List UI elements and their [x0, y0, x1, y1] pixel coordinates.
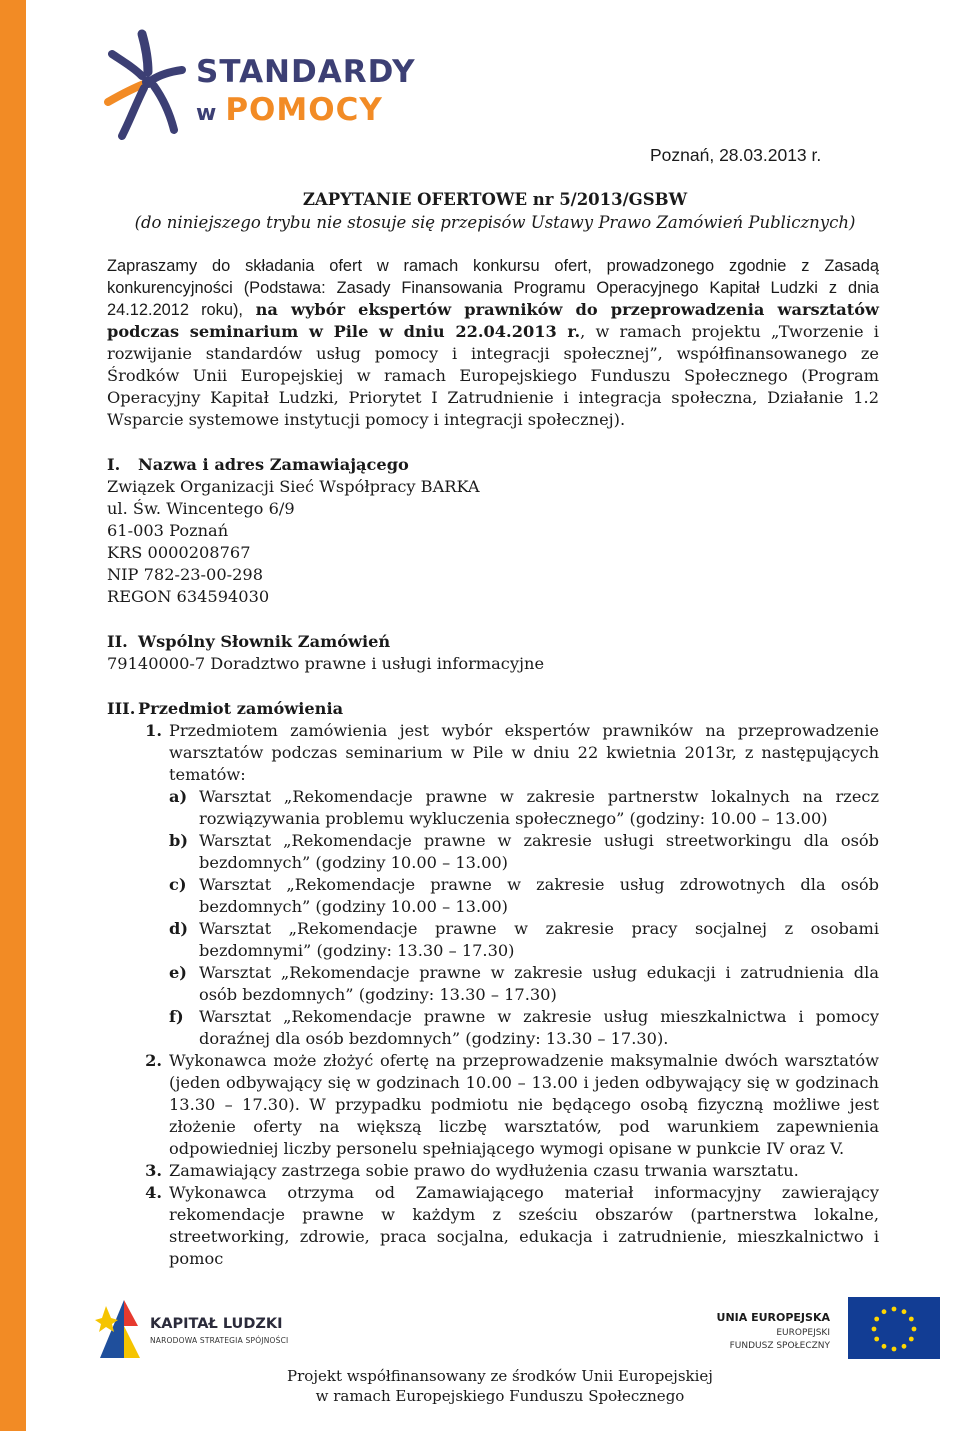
- logo-text-w: w: [196, 101, 218, 126]
- address-line: REGON 634594030: [107, 587, 270, 606]
- logo-text-standardy: STANDARDY: [196, 54, 416, 90]
- eu-name: UNIA EUROPEJSKA: [716, 1311, 830, 1324]
- item-text: Zamawiający zastrzega sobie prawo do wydłużenia czasu trwania warsztatu.: [169, 1161, 799, 1180]
- section-title: Wspólny Słownik Zamówień: [138, 632, 391, 651]
- list-item: [107, 1160, 879, 1182]
- section-number: II.: [107, 632, 128, 651]
- item-number: 2.: [145, 1051, 162, 1070]
- workshop-letter: a): [169, 787, 188, 806]
- workshop-text: Warsztat „Rekomendacje prawne w zakresie pracy socjalnej z osobami bezdomnymi” (godziny: 13.30 – 17.30): [199, 919, 879, 960]
- list-item: [107, 1182, 879, 1270]
- numbered-list: [107, 720, 879, 1270]
- workshop-letter: f): [169, 1007, 184, 1026]
- workshop-text: Warsztat „Rekomendacje prawne w zakresie usług mieszkalnictwa i pomocy doraźnej dla osób bezdomnych” (godziny: 13.30 – 17.30).: [199, 1007, 879, 1048]
- logo-text-w-pomocy: [196, 92, 383, 128]
- intro-text-part1: Zapraszamy do składania ofert w ramach konkursu ofert, prowadzonego zgodnie z Zasadą konkurencyjności (Podstawa: Zasady Finansowania Programu Operacyjnego Kapitał Ludzki z dnia 24.12.2012 roku),: [107, 257, 879, 319]
- section-number: III.: [107, 699, 136, 718]
- footer-cofinancing-note: [210, 1366, 790, 1406]
- item-text: Wykonawca otrzyma od Zamawiającego materiał informacyjny zawierający rekomendacje prawne w każdym z sześciu obszarów (partnerstwa lokalne, streetworking, zdrowie, praca socjalna, edukacja i zatrudnienie, mieszkalnictwo i pomoc: [169, 1183, 879, 1268]
- cpv-code-line: 79140000-7 Doradztwo prawne i usługi informacyjne: [107, 654, 545, 673]
- section-title: Nazwa i adres Zamawiającego: [138, 455, 409, 474]
- intro-paragraph: [107, 255, 879, 431]
- section-title: Przedmiot zamówienia: [138, 699, 344, 718]
- list-item: [107, 720, 879, 1050]
- workshop-text: Warsztat „Rekomendacje prawne w zakresie partnerstw lokalnych na rzecz rozwiązywania problemu wykluczenia społecznego” (godziny: 10.00 – 13.00): [199, 787, 879, 828]
- address-line: KRS 0000208767: [107, 543, 251, 562]
- list-item: [107, 1050, 879, 1160]
- workshop-item: [169, 786, 879, 830]
- star-figure-icon: [98, 26, 190, 146]
- esf-name-line1: EUROPEJSKI: [776, 1328, 830, 1338]
- item-number: 3.: [145, 1161, 162, 1180]
- kapital-ludzki-logo: [94, 1296, 314, 1366]
- document-date: Poznań, 28.03.2013 r.: [650, 145, 822, 165]
- document-body: [107, 255, 879, 1270]
- document-subtitle: (do niniejszego trybu nie stosuje się przepisów Ustawy Prawo Zamówień Publicznych): [134, 213, 856, 232]
- workshop-item: [169, 962, 879, 1006]
- workshop-text: Warsztat „Rekomendacje prawne w zakresie usług zdrowotnych dla osób bezdomnych” (godziny 10.00 – 13.00): [199, 875, 879, 916]
- section-heading: [107, 454, 879, 476]
- workshop-item: [169, 918, 879, 962]
- workshop-letter: b): [169, 831, 188, 850]
- kapital-ludzki-subtitle: NARODOWA STRATEGIA SPÓJNOŚCI: [150, 1336, 289, 1345]
- section-subject-of-order: [107, 698, 879, 1270]
- intro-text-bold: na wybór ekspertów prawników do przeprowadzenia warsztatów podczas seminarium w Pile w dniu 22.04.2013 r.: [107, 300, 879, 341]
- document-title: ZAPYTANIE OFERTOWE nr 5/2013/GSBW: [302, 190, 688, 209]
- address-line: NIP 782-23-00-298: [107, 565, 263, 584]
- item-number: 4.: [145, 1183, 162, 1202]
- kapital-ludzki-emblem-icon: [94, 1296, 144, 1366]
- section-heading: [107, 698, 879, 720]
- workshop-letter: c): [169, 875, 187, 894]
- standardy-w-pomocy-logo: [98, 26, 416, 146]
- intro-text-part2: , w ramach projektu „Tworzenie i rozwijanie standardów usług pomocy i integracji społecznej”, współfinansowanego ze Środków Unii Europejskiej w ramach Europejskiego Funduszu Społecznego (Program Operacyjny Kapitał Ludzki, Priorytet I Zatrudnienie i integracja społeczna, Działanie 1.2 Wsparcie systemowe instytucji pomocy i integracji społecznej).: [107, 322, 879, 429]
- workshop-list: [169, 786, 879, 1050]
- section-contracting-authority: [107, 454, 879, 608]
- esf-name-line2: FUNDUSZ SPOŁECZNY: [729, 1341, 830, 1351]
- workshop-letter: d): [169, 919, 188, 938]
- workshop-item: [169, 874, 879, 918]
- footer-note-line2: w ramach Europejskiego Funduszu Społecznego: [315, 1387, 685, 1405]
- address-line: 61-003 Poznań: [107, 521, 229, 540]
- kapital-ludzki-name: KAPITAŁ LUDZKI: [150, 1316, 283, 1332]
- address-line: ul. Św. Wincentego 6/9: [107, 499, 295, 518]
- item-text: Przedmiotem zamówienia jest wybór ekspertów prawników na przeprowadzenie warsztatów podczas seminarium w Pile w dniu 22 kwietnia 2013r, z następujących tematów:: [169, 721, 879, 784]
- workshop-item: [169, 830, 879, 874]
- footer-note-line1: Projekt współfinansowany ze środków Unii Europejskiej: [287, 1367, 713, 1385]
- eu-esf-logo: [716, 1297, 940, 1359]
- section-heading: [107, 631, 879, 653]
- item-number: 1.: [145, 721, 162, 740]
- workshop-item: [169, 1006, 879, 1050]
- workshop-letter: e): [169, 963, 187, 982]
- address-line: Związek Organizacji Sieć Współpracy BARKA: [107, 477, 480, 496]
- item-text: Wykonawca może złożyć ofertę na przeprowadzenie maksymalnie dwóch warsztatów (jeden odbywający się w godzinach 10.00 – 13.00 i jeden odbywający się w godzinach 13.30 – 17.30). W przypadku podmiotu nie będącego osobą fizyczną możliwe jest złożenie oferty na większą liczbę warsztatów, pod warunkiem zapewnienia odpowiedniej liczby personelu spełniającego wymogi opisane w punkcie IV oraz V.: [169, 1051, 879, 1158]
- workshop-text: Warsztat „Rekomendacje prawne w zakresie usługi streetworkingu dla osób bezdomnych” (godziny 10.00 – 13.00): [199, 831, 879, 872]
- logo-text-pomocy: POMOCY: [225, 92, 383, 128]
- section-cpv-vocabulary: [107, 631, 879, 675]
- eu-flag-icon: [848, 1297, 940, 1359]
- section-number: I.: [107, 455, 121, 474]
- workshop-text: Warsztat „Rekomendacje prawne w zakresie usług edukacji i zatrudnienia dla osób bezdomnych” (godziny: 13.30 – 17.30): [199, 963, 879, 1004]
